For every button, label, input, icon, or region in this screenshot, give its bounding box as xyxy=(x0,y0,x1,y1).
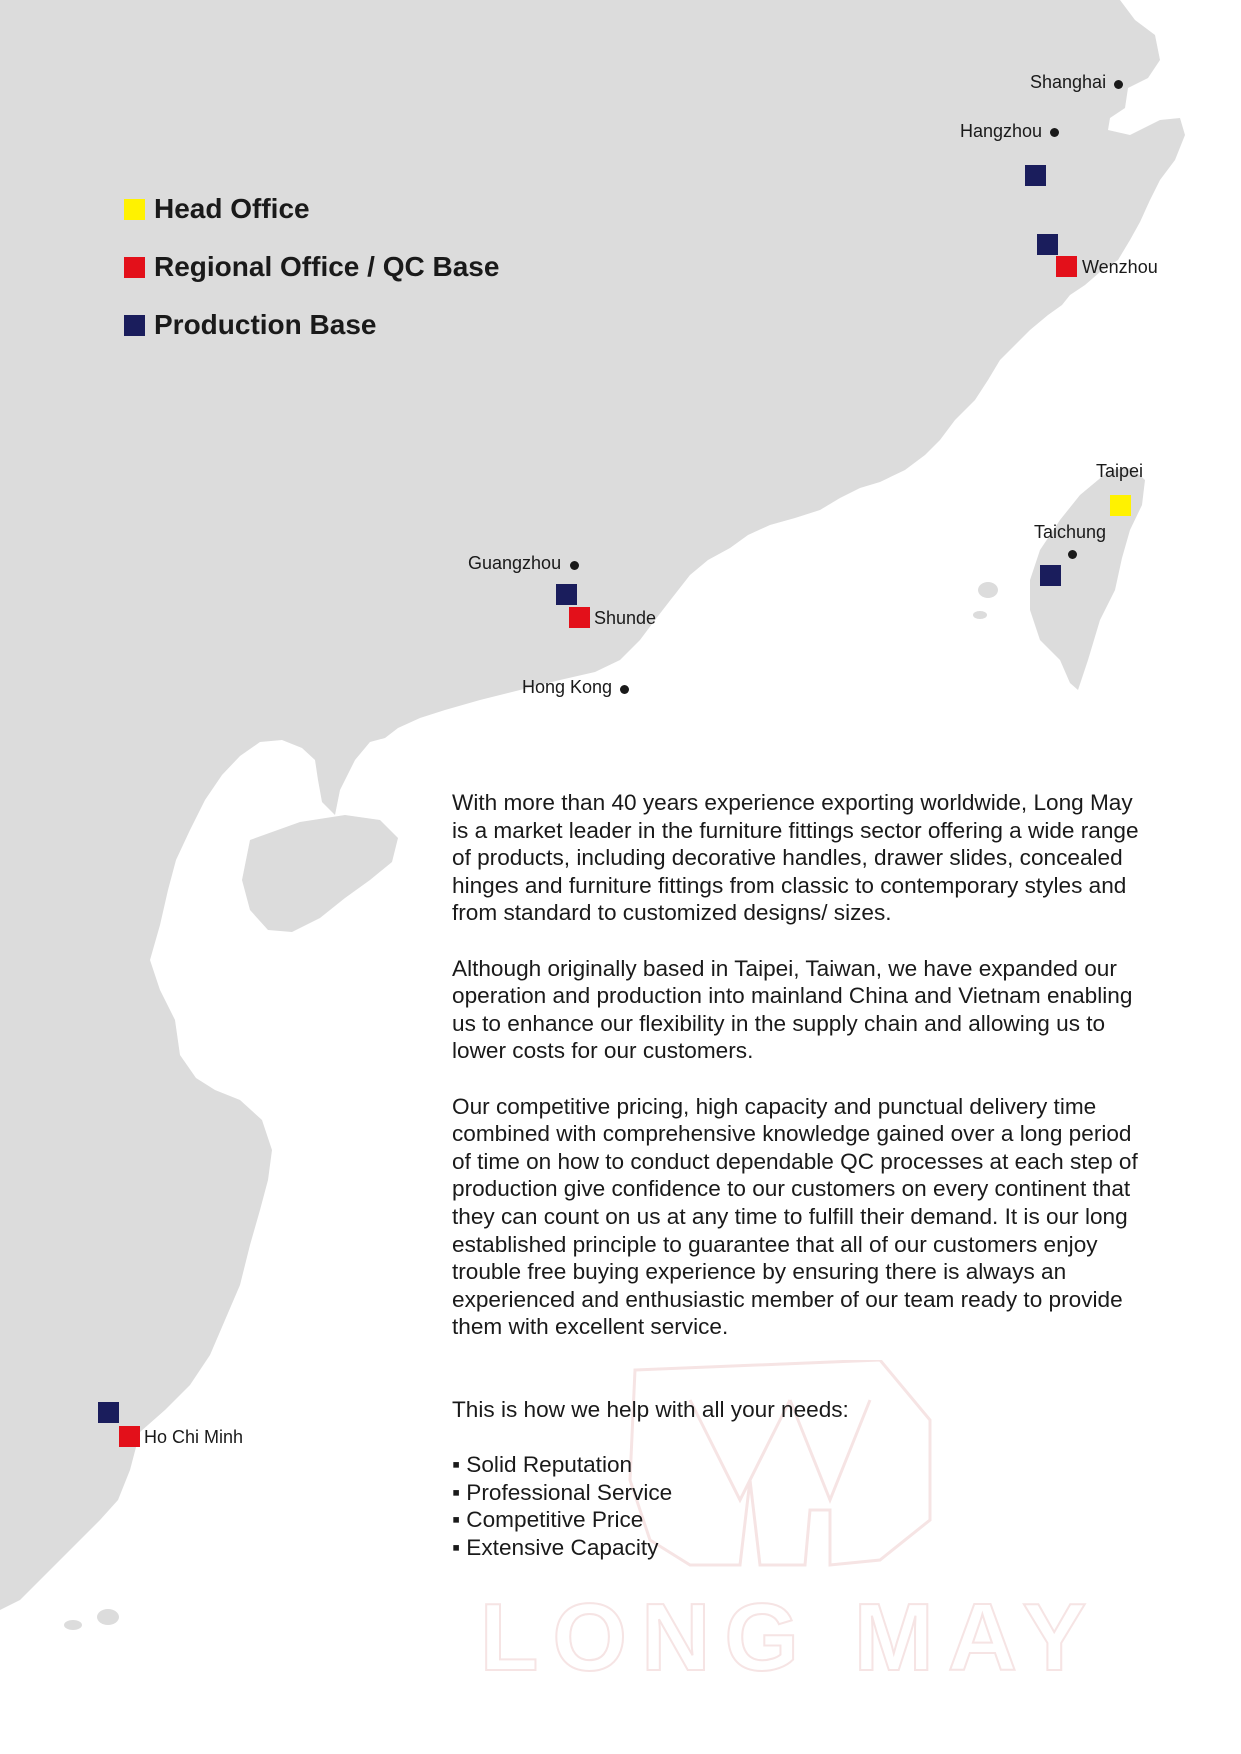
city-dot-hong-kong xyxy=(620,685,629,694)
benefit-item: ▪ Professional Service xyxy=(452,1479,1152,1507)
legend-swatch-red xyxy=(124,257,145,278)
paragraph-pricing: Our competitive pricing, high capacity and punctual delivery time combined with comprehensive knowledge gained over a long period of time on how to conduct dependable QC processes at each step of production give confidence to our customers on every continent that they can count on us at any time to fulfill their demand. It is our long established principle to guarantee that all of our customers enjoy trouble free buying experience by ensuring there is always an experienced and enthusiastic member of our team ready to provide them with excellent service. xyxy=(452,1093,1138,1340)
legend-label: Production Base xyxy=(154,309,377,340)
city-dot-guangzhou xyxy=(570,561,579,570)
islet xyxy=(978,582,998,598)
marker-regional-wenzhou xyxy=(1056,256,1077,277)
city-label-guangzhou: Guangzhou xyxy=(468,553,562,573)
islet xyxy=(97,1609,119,1625)
city-label-ho-chi-minh: Ho Chi Minh xyxy=(144,1427,244,1447)
city-label-taichung: Taichung xyxy=(1034,522,1107,542)
benefit-item: ▪ Extensive Capacity xyxy=(452,1534,1152,1562)
marker-production-wenzhou xyxy=(1037,234,1058,255)
legend-head-office xyxy=(124,193,310,225)
legend-label: Regional Office / QC Base xyxy=(154,251,500,282)
marker-production-hangzhou xyxy=(1025,165,1046,186)
legend-regional-office xyxy=(124,251,499,283)
islet xyxy=(64,1620,82,1630)
marker-regional-shunde xyxy=(569,607,590,628)
marker-head-office-taipei xyxy=(1110,495,1131,516)
city-label-wenzhou: Wenzhou xyxy=(1082,257,1158,277)
marker-production-taichung xyxy=(1040,565,1061,586)
marker-production-guangzhou xyxy=(556,584,577,605)
city-label-hangzhou: Hangzhou xyxy=(960,121,1043,141)
city-dot-shanghai xyxy=(1114,80,1123,89)
islet xyxy=(973,611,987,619)
city-label-taipei: Taipei xyxy=(1096,461,1144,481)
paragraph-intro: With more than 40 years experience exporting worldwide, Long May is a market leader in the furniture fittings sector offering a wide range of products, including decorative handles, drawer slides, concealed hinges and furniture fittings from classic to contemporary styles and from standard to customized designs/ sizes. xyxy=(452,790,1139,926)
marker-production-ho-chi-minh xyxy=(98,1402,119,1423)
city-label-shanghai: Shanghai xyxy=(1030,72,1107,92)
city-dot-hangzhou xyxy=(1050,128,1059,137)
benefits-list xyxy=(452,1451,1152,1561)
paragraph-expansion: Although originally based in Taipei, Taiwan, we have expanded our operation and production into mainland China and Vietnam enabling us to enhance our flexibility in the supply chain and allowing us to lower costs for our customers. xyxy=(452,955,1133,1064)
city-label-shunde: Shunde xyxy=(594,608,657,628)
benefit-item: ▪ Competitive Price xyxy=(452,1506,1152,1534)
watermark-text: LONG MAY xyxy=(479,1584,1101,1680)
benefit-item: ▪ Solid Reputation xyxy=(452,1451,1152,1479)
legend-label: Head Office xyxy=(154,193,310,224)
company-description xyxy=(452,789,1152,1561)
legend-swatch-yellow xyxy=(124,199,145,220)
hainan-island xyxy=(242,815,398,932)
legend-swatch-navy xyxy=(124,315,145,336)
city-dot-taichung xyxy=(1068,550,1077,559)
legend-production-base xyxy=(124,309,376,341)
paragraph-needs: This is how we help with all your needs: xyxy=(452,1396,849,1422)
marker-regional-ho-chi-minh xyxy=(119,1426,140,1447)
city-label-hong-kong: Hong Kong xyxy=(522,677,613,697)
